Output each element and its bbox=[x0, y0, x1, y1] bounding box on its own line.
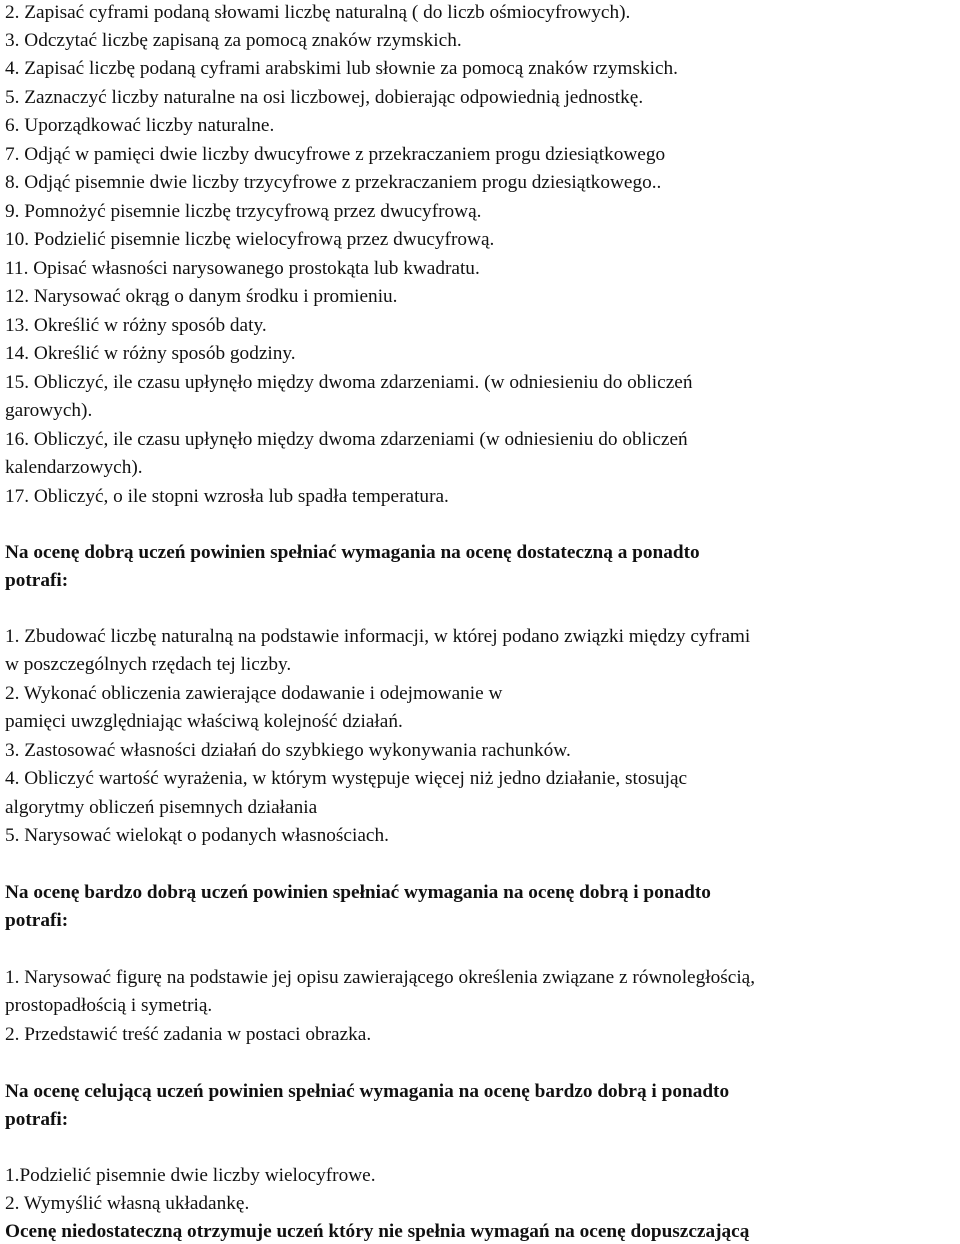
list-item-2: 2. Zapisać cyframi podaną słowami liczbę naturalną ( do liczb ośmiocyfrowych). bbox=[5, 2, 631, 23]
list-item-13: 13. Określić w różny sposób daty. bbox=[5, 315, 267, 336]
list-item-10: 10. Podzielić pisemnie liczbę wielocyfrową przez dwucyfrową. bbox=[5, 229, 495, 250]
dobra-item-2-continued: pamięci uwzględniając właściwą kolejność działań. bbox=[5, 711, 403, 732]
list-item-6: 6. Uporządkować liczby naturalne. bbox=[5, 115, 275, 136]
list-item-8: 8. Odjąć pisemnie dwie liczby trzycyfrowe z przekraczaniem progu dziesiątkowego.. bbox=[5, 172, 662, 193]
dobra-item-2: 2. Wykonać obliczenia zawierające dodawanie i odejmowanie w bbox=[5, 683, 503, 704]
heading-ocena-niedostateczna: Ocenę niedostateczną otrzymuje uczeń który nie spełnia wymagań na ocenę dopuszczającą bbox=[5, 1221, 750, 1242]
dobra-item-1: 1. Zbudować liczbę naturalną na podstawie informacji, w której podano związki między cyframi bbox=[5, 626, 751, 647]
list-item-14: 14. Określić w różny sposób godziny. bbox=[5, 343, 296, 364]
list-item-16-continued: kalendarzowych). bbox=[5, 457, 143, 478]
list-item-9: 9. Pomnożyć pisemnie liczbę trzycyfrową przez dwucyfrową. bbox=[5, 201, 482, 222]
bardzo-dobra-item-2: 2. Przedstawić treść zadania w postaci obrazka. bbox=[5, 1024, 372, 1045]
dobra-item-4-continued: algorytmy obliczeń pisemnych działania bbox=[5, 797, 318, 818]
dobra-item-5: 5. Narysować wielokąt o podanych własnościach. bbox=[5, 825, 389, 846]
heading-ocena-dobra: Na ocenę dobrą uczeń powinien spełniać wymagania na ocenę dostateczną a ponadto bbox=[5, 542, 700, 563]
list-item-12: 12. Narysować okrąg o danym środku i promieniu. bbox=[5, 286, 398, 307]
list-item-7: 7. Odjąć w pamięci dwie liczby dwucyfrowe z przekraczaniem progu dziesiątkowego bbox=[5, 144, 666, 165]
list-item-11: 11. Opisać własności narysowanego prostokąta lub kwadratu. bbox=[5, 258, 480, 279]
heading-ocena-celujaca-continued: potrafi: bbox=[5, 1109, 69, 1130]
celujaca-item-1: 1.Podzielić pisemnie dwie liczby wielocyfrowe. bbox=[5, 1165, 376, 1186]
heading-ocena-dobra-continued: potrafi: bbox=[5, 570, 69, 591]
list-item-15: 15. Obliczyć, ile czasu upłynęło między dwoma zdarzeniami. (w odniesieniu do obliczeń bbox=[5, 372, 693, 393]
heading-ocena-bardzo-dobra-continued: potrafi: bbox=[5, 910, 69, 931]
bardzo-dobra-item-1: 1. Narysować figurę na podstawie jej opisu zawierającego określenia związane z równoległością, bbox=[5, 967, 756, 988]
heading-ocena-celujaca: Na ocenę celującą uczeń powinien spełniać wymagania na ocenę bardzo dobrą i ponadto bbox=[5, 1081, 730, 1102]
list-item-15-continued: garowych). bbox=[5, 400, 93, 421]
dobra-item-4: 4. Obliczyć wartość wyrażenia, w którym występuje więcej niż jedno działanie, stosując bbox=[5, 768, 688, 789]
list-item-4: 4. Zapisać liczbę podaną cyframi arabskimi lub słownie za pomocą znaków rzymskich. bbox=[5, 58, 678, 79]
dobra-item-3: 3. Zastosować własności działań do szybkiego wykonywania rachunków. bbox=[5, 740, 571, 761]
list-item-5: 5. Zaznaczyć liczby naturalne na osi liczbowej, dobierając odpowiednią jednostkę. bbox=[5, 87, 644, 108]
bardzo-dobra-item-1-continued: prostopadłością i symetrią. bbox=[5, 995, 213, 1016]
list-item-16: 16. Obliczyć, ile czasu upłynęło między dwoma zdarzeniami (w odniesieniu do obliczeń bbox=[5, 429, 688, 450]
celujaca-item-2: 2. Wymyślić własną układankę. bbox=[5, 1193, 250, 1214]
list-item-17: 17. Obliczyć, o ile stopni wzrosła lub spadła temperatura. bbox=[5, 486, 449, 507]
list-item-3: 3. Odczytać liczbę zapisaną za pomocą znaków rzymskich. bbox=[5, 30, 462, 51]
heading-ocena-bardzo-dobra: Na ocenę bardzo dobrą uczeń powinien spełniać wymagania na ocenę dobrą i ponadto bbox=[5, 882, 711, 903]
dobra-item-1-continued: w poszczególnych rzędach tej liczby. bbox=[5, 654, 292, 675]
